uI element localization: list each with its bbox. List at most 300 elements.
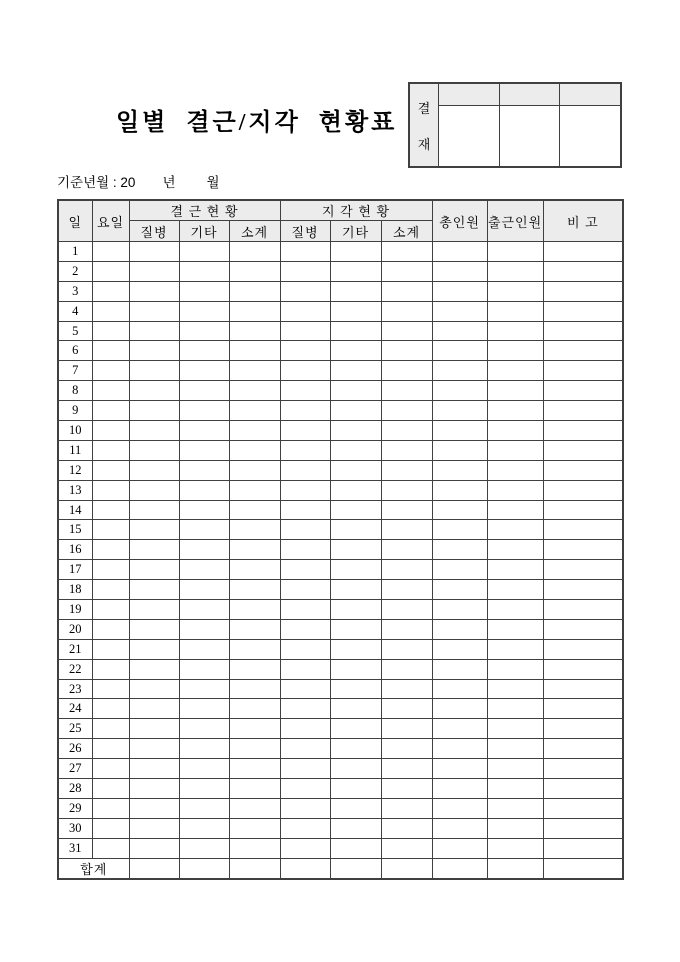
empty-cell bbox=[229, 480, 280, 500]
empty-cell bbox=[179, 739, 229, 759]
day-number-cell: 3 bbox=[58, 281, 92, 301]
empty-cell bbox=[129, 560, 179, 580]
empty-cell bbox=[280, 281, 330, 301]
subcol-header-other: 기타 bbox=[330, 221, 381, 242]
empty-cell bbox=[92, 480, 129, 500]
empty-cell bbox=[129, 341, 179, 361]
empty-cell bbox=[92, 679, 129, 699]
empty-cell bbox=[330, 779, 381, 799]
empty-cell bbox=[229, 679, 280, 699]
empty-cell bbox=[487, 301, 543, 321]
empty-cell bbox=[381, 540, 432, 560]
empty-cell bbox=[432, 759, 487, 779]
empty-cell bbox=[179, 301, 229, 321]
empty-cell bbox=[92, 460, 129, 480]
empty-cell bbox=[129, 719, 179, 739]
empty-cell bbox=[179, 281, 229, 301]
day-number-cell: 5 bbox=[58, 321, 92, 341]
empty-cell bbox=[92, 321, 129, 341]
empty-cell bbox=[92, 779, 129, 799]
empty-cell bbox=[381, 818, 432, 838]
empty-cell bbox=[381, 460, 432, 480]
empty-cell bbox=[179, 242, 229, 262]
empty-cell bbox=[381, 480, 432, 500]
empty-cell bbox=[229, 301, 280, 321]
empty-cell bbox=[543, 659, 623, 679]
empty-cell bbox=[543, 699, 623, 719]
empty-cell bbox=[179, 500, 229, 520]
page-title: 일별 결근/지각 현황표 bbox=[116, 110, 398, 136]
empty-cell bbox=[179, 798, 229, 818]
empty-cell bbox=[280, 480, 330, 500]
empty-cell bbox=[280, 500, 330, 520]
empty-cell bbox=[543, 281, 623, 301]
empty-cell bbox=[129, 619, 179, 639]
empty-cell bbox=[129, 699, 179, 719]
empty-cell bbox=[280, 659, 330, 679]
day-number-cell: 31 bbox=[58, 838, 92, 858]
empty-cell bbox=[381, 281, 432, 301]
empty-cell bbox=[179, 341, 229, 361]
empty-cell bbox=[92, 600, 129, 620]
empty-cell bbox=[432, 500, 487, 520]
empty-cell bbox=[330, 301, 381, 321]
empty-cell bbox=[432, 381, 487, 401]
empty-cell bbox=[487, 858, 543, 879]
day-row bbox=[58, 659, 623, 679]
empty-cell bbox=[330, 242, 381, 262]
empty-cell bbox=[432, 281, 487, 301]
empty-cell bbox=[543, 759, 623, 779]
subcol-header-subtotal: 소계 bbox=[229, 221, 280, 242]
empty-cell bbox=[487, 838, 543, 858]
empty-cell bbox=[280, 858, 330, 879]
empty-cell bbox=[179, 679, 229, 699]
empty-cell bbox=[381, 798, 432, 818]
empty-cell bbox=[432, 739, 487, 759]
day-row bbox=[58, 560, 623, 580]
empty-cell bbox=[330, 520, 381, 540]
day-number-cell: 11 bbox=[58, 440, 92, 460]
empty-cell bbox=[280, 679, 330, 699]
empty-cell bbox=[432, 719, 487, 739]
empty-cell bbox=[543, 679, 623, 699]
empty-cell bbox=[229, 440, 280, 460]
day-row bbox=[58, 301, 623, 321]
empty-cell bbox=[543, 540, 623, 560]
empty-cell bbox=[229, 242, 280, 262]
empty-cell bbox=[280, 779, 330, 799]
empty-cell bbox=[229, 381, 280, 401]
empty-cell bbox=[92, 639, 129, 659]
empty-cell bbox=[432, 361, 487, 381]
empty-cell bbox=[543, 520, 623, 540]
empty-cell bbox=[280, 798, 330, 818]
empty-cell bbox=[487, 779, 543, 799]
empty-cell bbox=[330, 281, 381, 301]
empty-cell bbox=[129, 739, 179, 759]
approval-signature-col bbox=[439, 84, 500, 166]
empty-cell bbox=[229, 659, 280, 679]
empty-cell bbox=[543, 460, 623, 480]
approval-signature-col bbox=[500, 84, 561, 166]
empty-cell bbox=[92, 401, 129, 421]
empty-cell bbox=[487, 381, 543, 401]
empty-cell bbox=[330, 261, 381, 281]
empty-cell bbox=[432, 480, 487, 500]
empty-cell bbox=[179, 361, 229, 381]
empty-cell bbox=[330, 818, 381, 838]
day-number-cell: 28 bbox=[58, 779, 92, 799]
day-number-cell: 20 bbox=[58, 619, 92, 639]
empty-cell bbox=[330, 361, 381, 381]
day-number-cell: 23 bbox=[58, 679, 92, 699]
day-number-cell: 16 bbox=[58, 540, 92, 560]
approval-sign-title-cell bbox=[560, 84, 620, 106]
empty-cell bbox=[381, 242, 432, 262]
empty-cell bbox=[92, 361, 129, 381]
total-label: 합계 bbox=[58, 858, 129, 879]
empty-cell bbox=[129, 540, 179, 560]
empty-cell bbox=[179, 520, 229, 540]
empty-cell bbox=[432, 838, 487, 858]
empty-cell bbox=[487, 440, 543, 460]
empty-cell bbox=[280, 560, 330, 580]
empty-cell bbox=[179, 619, 229, 639]
empty-cell bbox=[432, 798, 487, 818]
day-number-cell: 13 bbox=[58, 480, 92, 500]
day-row bbox=[58, 520, 623, 540]
day-row bbox=[58, 779, 623, 799]
approval-sign-cell bbox=[500, 106, 560, 166]
empty-cell bbox=[129, 440, 179, 460]
empty-cell bbox=[330, 341, 381, 361]
empty-cell bbox=[432, 242, 487, 262]
day-number-cell: 10 bbox=[58, 421, 92, 441]
empty-cell bbox=[129, 460, 179, 480]
empty-cell bbox=[280, 440, 330, 460]
empty-cell bbox=[92, 421, 129, 441]
empty-cell bbox=[92, 580, 129, 600]
empty-cell bbox=[543, 261, 623, 281]
empty-cell bbox=[229, 460, 280, 480]
empty-cell bbox=[229, 838, 280, 858]
empty-cell bbox=[487, 580, 543, 600]
day-number-cell: 8 bbox=[58, 381, 92, 401]
empty-cell bbox=[381, 580, 432, 600]
day-number-cell: 24 bbox=[58, 699, 92, 719]
day-row bbox=[58, 281, 623, 301]
empty-cell bbox=[280, 242, 330, 262]
empty-cell bbox=[129, 361, 179, 381]
day-number-cell: 12 bbox=[58, 460, 92, 480]
empty-cell bbox=[92, 341, 129, 361]
empty-cell bbox=[92, 739, 129, 759]
empty-cell bbox=[229, 560, 280, 580]
day-row bbox=[58, 580, 623, 600]
empty-cell bbox=[543, 779, 623, 799]
empty-cell bbox=[381, 739, 432, 759]
empty-cell bbox=[543, 401, 623, 421]
empty-cell bbox=[129, 759, 179, 779]
empty-cell bbox=[229, 719, 280, 739]
day-row bbox=[58, 540, 623, 560]
subcol-header-other: 기타 bbox=[179, 221, 229, 242]
empty-cell bbox=[432, 440, 487, 460]
empty-cell bbox=[487, 659, 543, 679]
empty-cell bbox=[330, 798, 381, 818]
empty-cell bbox=[179, 440, 229, 460]
empty-cell bbox=[129, 480, 179, 500]
empty-cell bbox=[179, 699, 229, 719]
empty-cell bbox=[280, 421, 330, 441]
col-header-total-personnel: 총인원 bbox=[432, 200, 487, 242]
empty-cell bbox=[487, 560, 543, 580]
empty-cell bbox=[381, 301, 432, 321]
subcol-header-subtotal: 소계 bbox=[381, 221, 432, 242]
empty-cell bbox=[543, 361, 623, 381]
empty-cell bbox=[381, 401, 432, 421]
empty-cell bbox=[280, 321, 330, 341]
empty-cell bbox=[179, 719, 229, 739]
approval-signature-col bbox=[560, 84, 620, 166]
day-number-cell: 30 bbox=[58, 818, 92, 838]
empty-cell bbox=[543, 798, 623, 818]
subcol-header-illness: 질병 bbox=[280, 221, 330, 242]
empty-cell bbox=[129, 242, 179, 262]
empty-cell bbox=[432, 600, 487, 620]
empty-cell bbox=[229, 858, 280, 879]
empty-cell bbox=[280, 600, 330, 620]
day-number-cell: 14 bbox=[58, 500, 92, 520]
base-month-prefix: 기준년월 : 20 bbox=[57, 175, 136, 190]
empty-cell bbox=[92, 520, 129, 540]
empty-cell bbox=[543, 560, 623, 580]
empty-cell bbox=[487, 261, 543, 281]
empty-cell bbox=[487, 321, 543, 341]
empty-cell bbox=[487, 401, 543, 421]
empty-cell bbox=[381, 659, 432, 679]
empty-cell bbox=[381, 500, 432, 520]
empty-cell bbox=[487, 361, 543, 381]
empty-cell bbox=[179, 321, 229, 341]
empty-cell bbox=[330, 460, 381, 480]
empty-cell bbox=[487, 759, 543, 779]
day-number-cell: 19 bbox=[58, 600, 92, 620]
empty-cell bbox=[432, 659, 487, 679]
empty-cell bbox=[129, 818, 179, 838]
empty-cell bbox=[280, 361, 330, 381]
table-body bbox=[58, 242, 623, 879]
empty-cell bbox=[381, 421, 432, 441]
empty-cell bbox=[381, 560, 432, 580]
empty-cell bbox=[229, 281, 280, 301]
empty-cell bbox=[129, 381, 179, 401]
day-number-cell: 21 bbox=[58, 639, 92, 659]
approval-sign-cell bbox=[439, 106, 499, 166]
empty-cell bbox=[92, 242, 129, 262]
empty-cell bbox=[280, 381, 330, 401]
empty-cell bbox=[229, 361, 280, 381]
empty-cell bbox=[487, 600, 543, 620]
empty-cell bbox=[330, 739, 381, 759]
day-row bbox=[58, 639, 623, 659]
empty-cell bbox=[330, 719, 381, 739]
empty-cell bbox=[487, 500, 543, 520]
empty-cell bbox=[381, 858, 432, 879]
subcol-header-illness: 질병 bbox=[129, 221, 179, 242]
empty-cell bbox=[543, 600, 623, 620]
empty-cell bbox=[92, 301, 129, 321]
empty-cell bbox=[432, 321, 487, 341]
day-row bbox=[58, 798, 623, 818]
empty-cell bbox=[129, 301, 179, 321]
col-header-weekday: 요일 bbox=[92, 200, 129, 242]
empty-cell bbox=[543, 321, 623, 341]
day-number-cell: 1 bbox=[58, 242, 92, 262]
day-number-cell: 2 bbox=[58, 261, 92, 281]
empty-cell bbox=[330, 659, 381, 679]
empty-cell bbox=[432, 301, 487, 321]
empty-cell bbox=[381, 381, 432, 401]
day-row bbox=[58, 679, 623, 699]
empty-cell bbox=[543, 739, 623, 759]
empty-cell bbox=[129, 639, 179, 659]
empty-cell bbox=[129, 261, 179, 281]
day-row bbox=[58, 619, 623, 639]
approval-sign-title-cell bbox=[439, 84, 499, 106]
table-header bbox=[58, 200, 623, 242]
day-row bbox=[58, 440, 623, 460]
day-row bbox=[58, 480, 623, 500]
empty-cell bbox=[179, 818, 229, 838]
empty-cell bbox=[179, 540, 229, 560]
empty-cell bbox=[179, 480, 229, 500]
approval-signature-columns bbox=[439, 84, 620, 166]
empty-cell bbox=[280, 759, 330, 779]
empty-cell bbox=[179, 659, 229, 679]
empty-cell bbox=[129, 580, 179, 600]
empty-cell bbox=[229, 261, 280, 281]
empty-cell bbox=[229, 580, 280, 600]
empty-cell bbox=[487, 818, 543, 838]
empty-cell bbox=[92, 560, 129, 580]
empty-cell bbox=[543, 639, 623, 659]
empty-cell bbox=[229, 798, 280, 818]
empty-cell bbox=[229, 500, 280, 520]
empty-cell bbox=[432, 779, 487, 799]
empty-cell bbox=[330, 858, 381, 879]
empty-cell bbox=[487, 719, 543, 739]
empty-cell bbox=[280, 580, 330, 600]
empty-cell bbox=[432, 699, 487, 719]
daily-status-table bbox=[57, 199, 624, 880]
empty-cell bbox=[280, 639, 330, 659]
empty-cell bbox=[330, 560, 381, 580]
empty-cell bbox=[229, 341, 280, 361]
empty-cell bbox=[381, 719, 432, 739]
empty-cell bbox=[487, 421, 543, 441]
empty-cell bbox=[381, 520, 432, 540]
empty-cell bbox=[432, 679, 487, 699]
empty-cell bbox=[229, 818, 280, 838]
empty-cell bbox=[229, 739, 280, 759]
empty-cell bbox=[330, 600, 381, 620]
empty-cell bbox=[129, 679, 179, 699]
empty-cell bbox=[330, 401, 381, 421]
empty-cell bbox=[92, 540, 129, 560]
empty-cell bbox=[129, 858, 179, 879]
empty-cell bbox=[179, 858, 229, 879]
day-row bbox=[58, 361, 623, 381]
day-number-cell: 15 bbox=[58, 520, 92, 540]
empty-cell bbox=[229, 779, 280, 799]
empty-cell bbox=[330, 759, 381, 779]
base-month-month-suffix: 월 bbox=[206, 175, 220, 190]
empty-cell bbox=[92, 759, 129, 779]
empty-cell bbox=[229, 520, 280, 540]
empty-cell bbox=[179, 381, 229, 401]
empty-cell bbox=[129, 421, 179, 441]
empty-cell bbox=[179, 600, 229, 620]
day-row bbox=[58, 381, 623, 401]
empty-cell bbox=[280, 460, 330, 480]
approval-box bbox=[408, 82, 622, 168]
empty-cell bbox=[179, 838, 229, 858]
empty-cell bbox=[487, 242, 543, 262]
empty-cell bbox=[487, 798, 543, 818]
day-number-cell: 22 bbox=[58, 659, 92, 679]
day-number-cell: 25 bbox=[58, 719, 92, 739]
empty-cell bbox=[92, 381, 129, 401]
empty-cell bbox=[280, 401, 330, 421]
day-number-cell: 7 bbox=[58, 361, 92, 381]
empty-cell bbox=[92, 659, 129, 679]
empty-cell bbox=[179, 639, 229, 659]
empty-cell bbox=[92, 818, 129, 838]
empty-cell bbox=[381, 759, 432, 779]
empty-cell bbox=[330, 679, 381, 699]
base-month-year-suffix: 년 bbox=[162, 175, 176, 190]
empty-cell bbox=[129, 779, 179, 799]
empty-cell bbox=[280, 719, 330, 739]
empty-cell bbox=[129, 600, 179, 620]
empty-cell bbox=[487, 341, 543, 361]
empty-cell bbox=[432, 401, 487, 421]
day-row bbox=[58, 421, 623, 441]
empty-cell bbox=[179, 261, 229, 281]
day-row bbox=[58, 818, 623, 838]
group-header-absence: 결 근 현 황 bbox=[129, 200, 280, 221]
day-row bbox=[58, 500, 623, 520]
empty-cell bbox=[432, 421, 487, 441]
empty-cell bbox=[381, 440, 432, 460]
empty-cell bbox=[543, 818, 623, 838]
empty-cell bbox=[432, 460, 487, 480]
total-row bbox=[58, 858, 623, 879]
day-number-cell: 27 bbox=[58, 759, 92, 779]
empty-cell bbox=[92, 500, 129, 520]
day-row bbox=[58, 759, 623, 779]
empty-cell bbox=[543, 619, 623, 639]
empty-cell bbox=[381, 779, 432, 799]
day-row bbox=[58, 719, 623, 739]
empty-cell bbox=[381, 619, 432, 639]
empty-cell bbox=[432, 341, 487, 361]
day-row bbox=[58, 699, 623, 719]
empty-cell bbox=[381, 361, 432, 381]
empty-cell bbox=[487, 480, 543, 500]
